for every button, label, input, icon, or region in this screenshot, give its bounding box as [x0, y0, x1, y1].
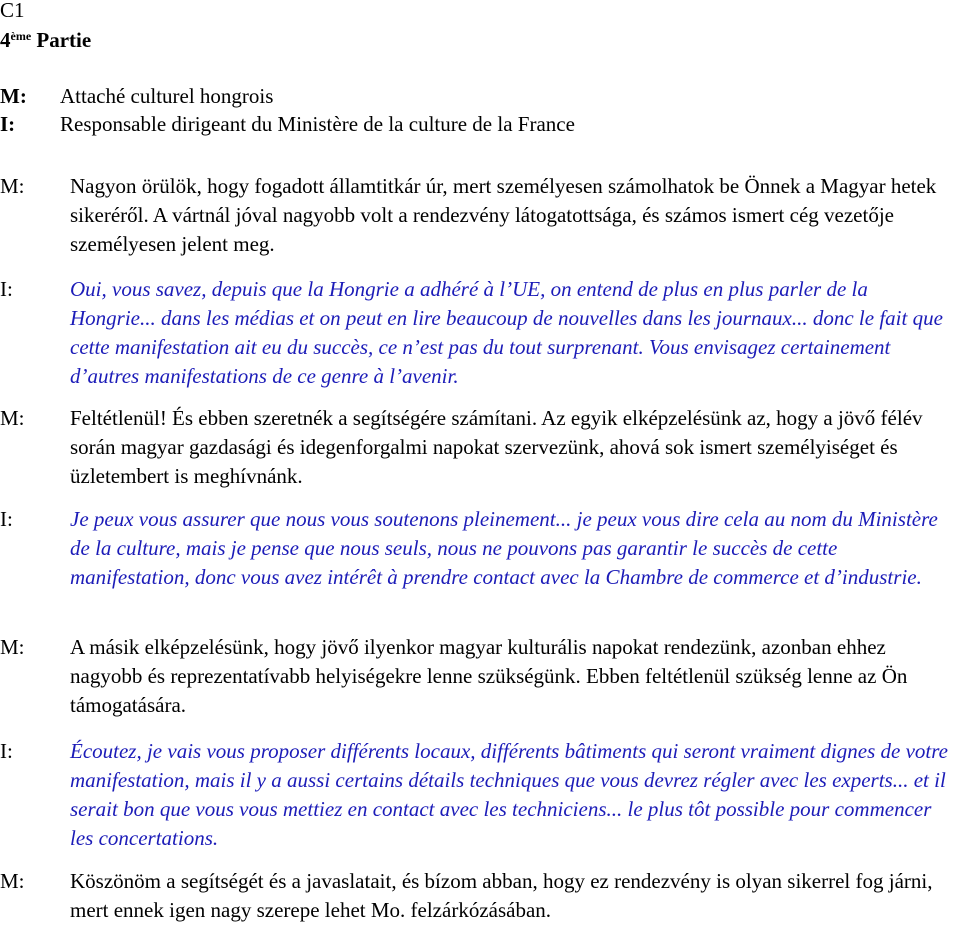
- document-code: C1: [0, 0, 25, 22]
- part-superscript: ème: [10, 29, 32, 43]
- utterance-text: Écoutez, je vais vous proposer différents locaux, différents bâtiments qui seront vraiment dignes de votre manifestation, mais il y a aussi certains détails techniques que vous devrez régler avec les experts... et il serait bon que vous vous mettiez en contact avec les techniciens... le plus tôt possible pour commencer les concertations.: [70, 739, 948, 850]
- speaker-label: M:: [0, 635, 25, 659]
- part-number: 4: [0, 28, 11, 52]
- role-key: M:: [0, 84, 27, 108]
- role-m: [0, 82, 273, 110]
- speaker-label: I:: [0, 739, 13, 763]
- role-i: [0, 110, 575, 138]
- role-description: Responsable dirigeant du Ministère de la culture de la France: [60, 112, 575, 136]
- speaker-label: I:: [0, 277, 13, 301]
- utterance-text: Oui, vous savez, depuis que la Hongrie a adhéré à l’UE, on entend de plus en plus parler de la Hongrie... dans les médias et on peut en lire beaucoup de nouvelles dans les journaux... donc le fait que cette manifestation ait eu du succès, ce n’est pas du tout surprenant. Vous envisagez certainement d’autres manifestations de ce genre à l’avenir.: [70, 277, 943, 388]
- utterance-text: A másik elképzelésünk, hogy jövő ilyenkor magyar kulturális napokat rendezünk, azonban ehhez nagyobb és reprezentatívabb helyiségekre lenne szükségünk. Ebben feltétlenül szükség lenne az Ön támogatására.: [70, 635, 908, 717]
- utterance-text: Köszönöm a segítségét és a javaslatait, és bízom abban, hogy ez rendezvény is olyan sikerrel fog járni, mert ennek igen nagy szerepe lehet Mo. felzárkózásában.: [70, 869, 933, 922]
- role-key: I:: [0, 112, 16, 136]
- part-title: [0, 28, 91, 52]
- speaker-label: M:: [0, 406, 25, 430]
- part-word: Partie: [36, 28, 92, 52]
- utterance-text: Nagyon örülök, hogy fogadott államtitkár úr, mert személyesen számolhatok be Önnek a Magyar hetek sikeréről. A vártnál jóval nagyobb volt a rendezvény látogatottsága, és számos ismert cég vezetője személyesen jelent meg.: [70, 174, 937, 256]
- speaker-label: M:: [0, 174, 25, 198]
- utterance-text: Feltétlenül! És ebben szeretnék a segítségére számítani. Az egyik elképzelésünk az, hogy a jövő félév során magyar gazdasági és idegenforgalmi napokat szervezünk, ahová sok ismert személyiséget és üzletembert is meghívnánk.: [70, 406, 923, 488]
- speaker-label: M:: [0, 869, 25, 893]
- speaker-label: I:: [0, 507, 13, 531]
- utterance-text: Je peux vous assurer que nous vous soutenons pleinement... je peux vous dire cela au nom du Ministère de la culture, mais je pense que nous seuls, nous ne pouvons pas garantir le succès de cette manifestation, donc vous avez intérêt à prendre contact avec la Chambre de commerce et d’industrie.: [70, 507, 938, 589]
- role-description: Attaché culturel hongrois: [60, 84, 274, 108]
